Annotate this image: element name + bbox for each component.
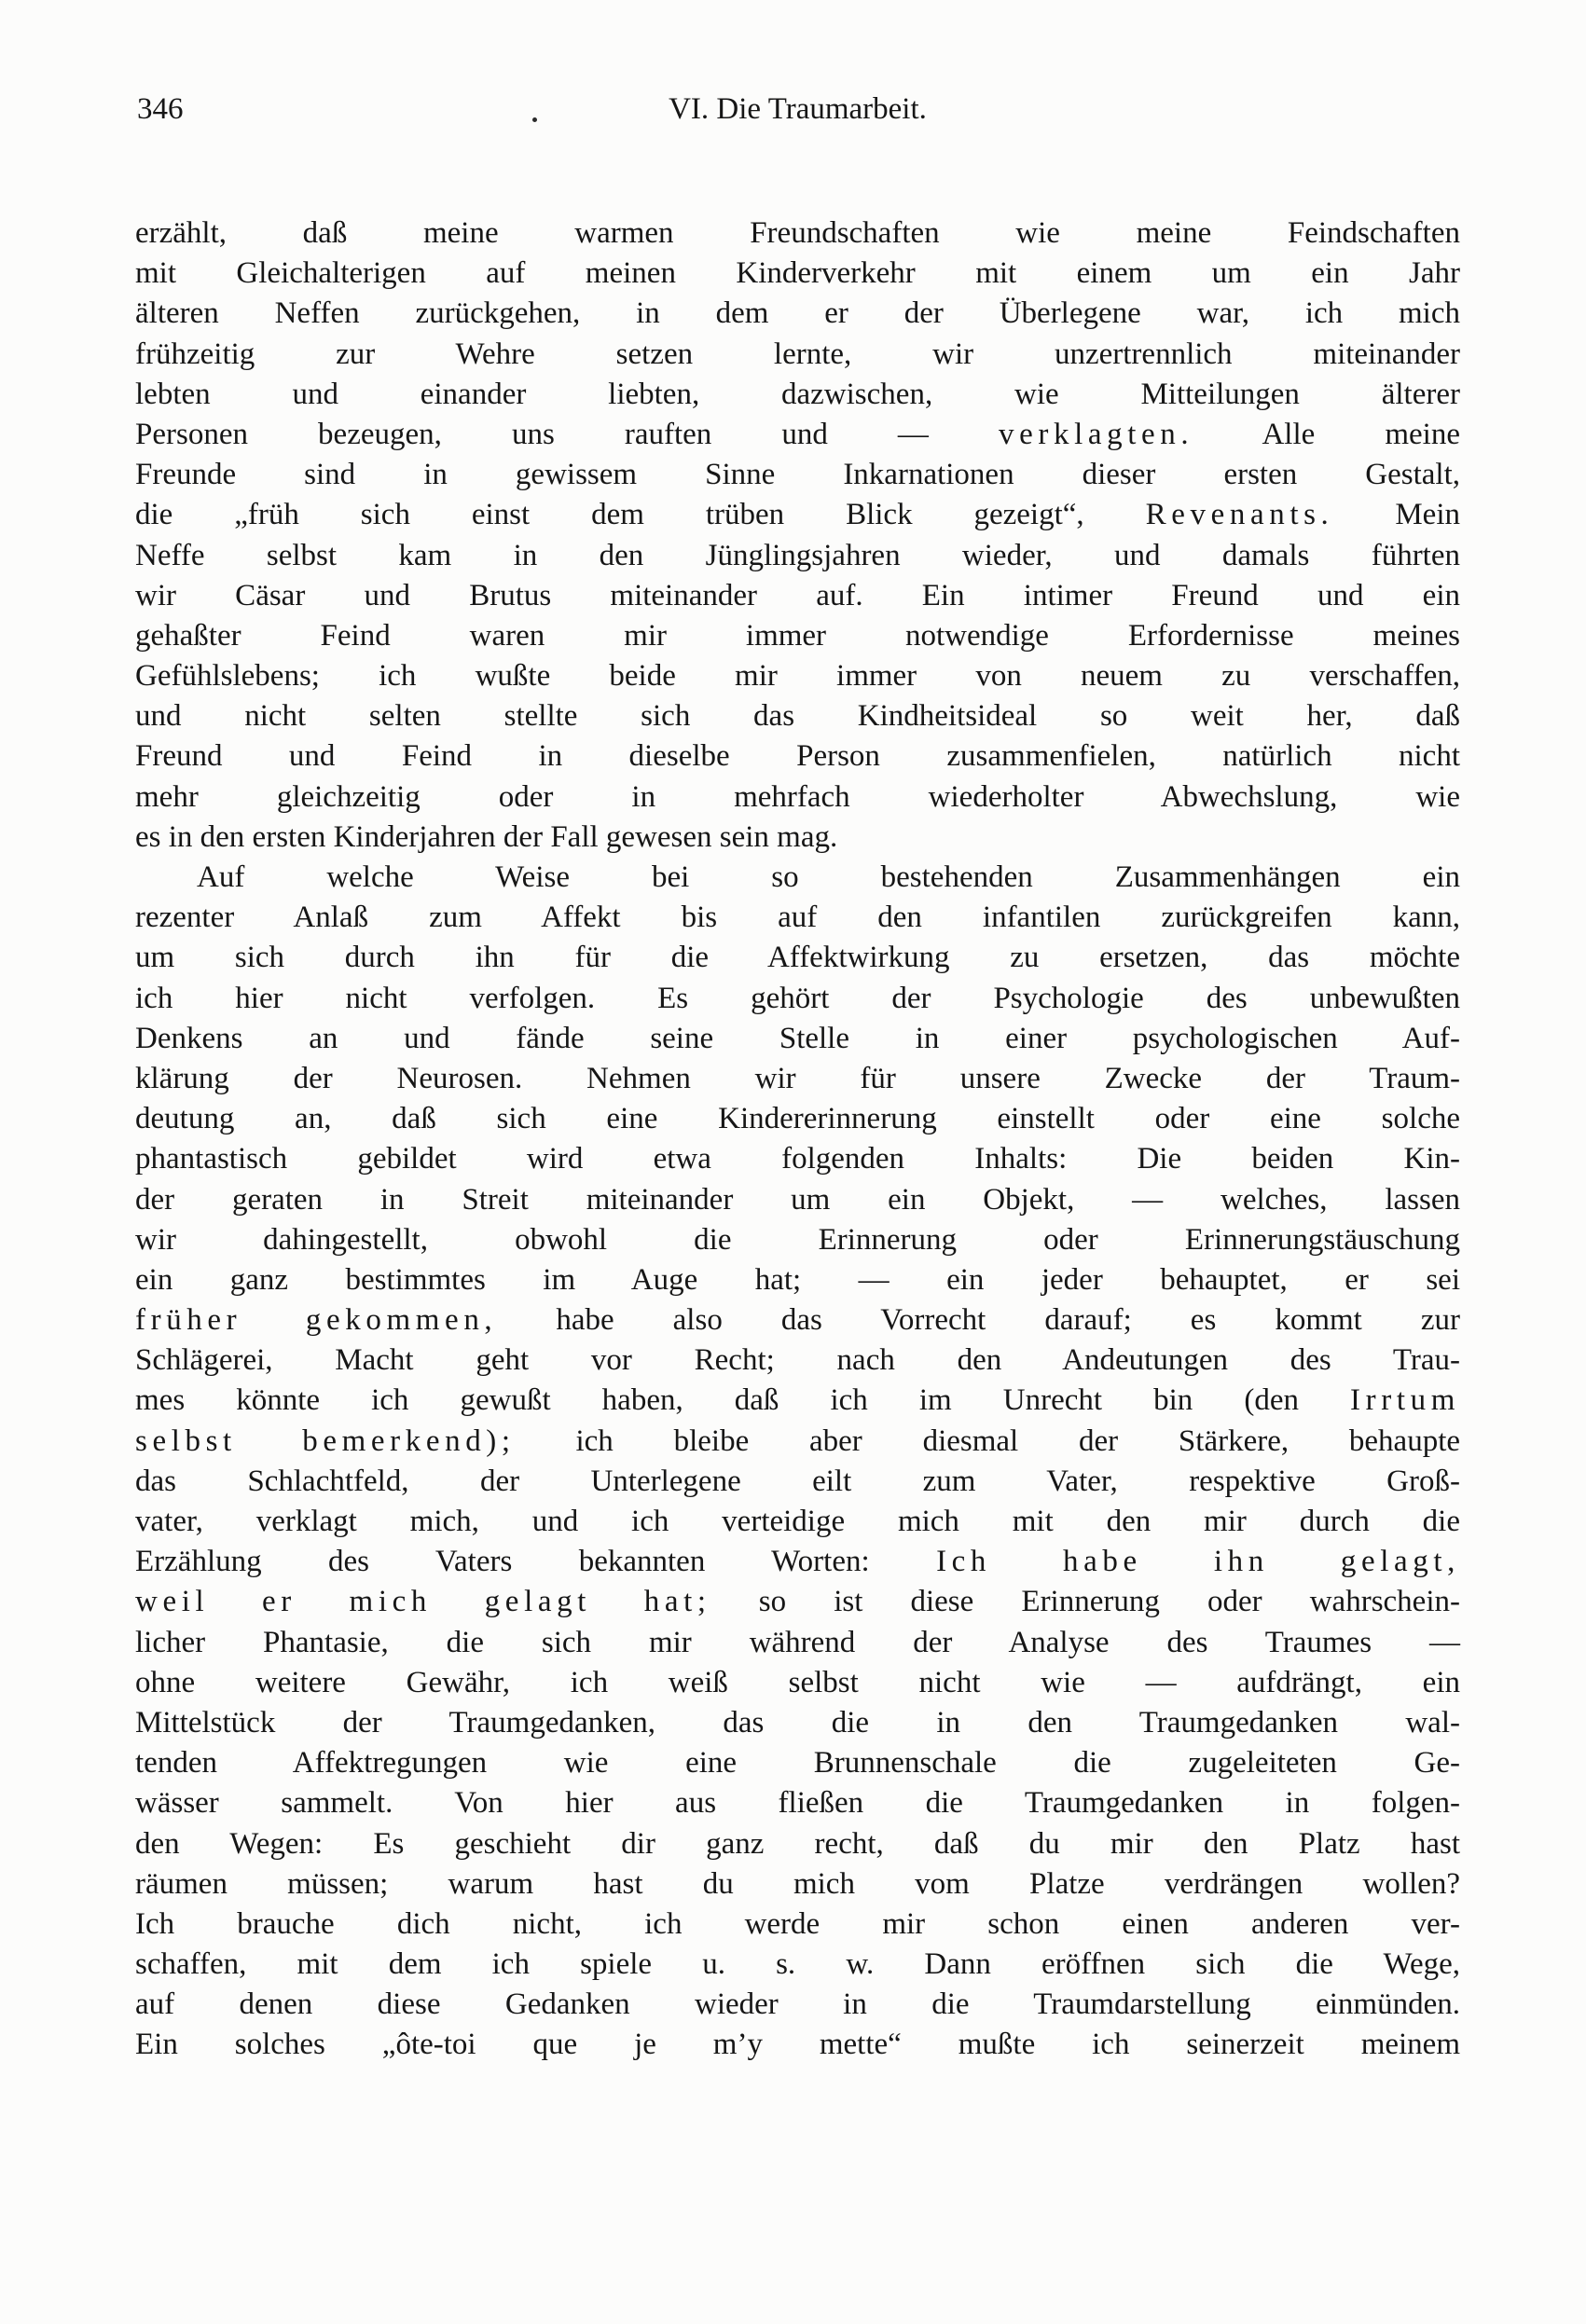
text-run: lebten und einander liebten, dazwischen, wie Mitteilungen älterer bbox=[135, 377, 1460, 411]
text-line bbox=[135, 2025, 1460, 2065]
text-run: der geraten in Streit miteinander um ein Objekt, — welches, lassen bbox=[135, 1182, 1460, 1217]
text-run: Gefühlslebens; ich wußte beide mir immer von neuem zu verschaffen, bbox=[135, 659, 1460, 694]
text-run: das Schlachtfeld, der Unterlegene eilt zum Vater, respektive Groß- bbox=[135, 1464, 1460, 1498]
text-line bbox=[135, 1180, 1460, 1220]
text-line bbox=[135, 536, 1460, 576]
text-run: vater, verklagt mich, und ich verteidige mich mit den mir durch die bbox=[135, 1505, 1460, 1538]
letterspaced-text: früher gekommen, bbox=[135, 1303, 498, 1338]
text-line bbox=[135, 1260, 1460, 1300]
text-line bbox=[135, 1099, 1460, 1139]
text-line bbox=[135, 1623, 1460, 1663]
text-run: Schlägerei, Macht geht vor Recht; nach den Andeutungen des Trau- bbox=[135, 1343, 1460, 1378]
text-line bbox=[135, 415, 1460, 455]
text-run: und nicht selten stellte sich das Kindheitsideal so weit her, daß bbox=[135, 699, 1460, 734]
letterspaced-text: Ich habe ihn gelagt, bbox=[936, 1545, 1460, 1579]
text-line bbox=[135, 1341, 1460, 1381]
text-line bbox=[135, 1220, 1460, 1260]
text-line bbox=[135, 1300, 1460, 1341]
text-run: Personen bezeugen, uns rauften und — bbox=[135, 417, 999, 451]
text-run: Mittelstück der Traumgedanken, das die in den Traumgedanken wal- bbox=[135, 1705, 1460, 1740]
page-number: 346 bbox=[137, 92, 184, 126]
text-line bbox=[135, 858, 1460, 898]
running-head: VI. Die Traumarbeit. bbox=[669, 92, 927, 126]
text-line bbox=[135, 656, 1460, 696]
text-run: phantastisch gebildet wird etwa folgenden Inhalts: Die beiden Kin- bbox=[135, 1142, 1460, 1176]
letterspaced-text: selbst bemerkend); bbox=[135, 1423, 516, 1458]
text-run: frühzeitig zur Wehre setzen lernte, wir unzertrennlich miteinander bbox=[135, 337, 1460, 371]
text-line bbox=[135, 1019, 1460, 1059]
text-line bbox=[135, 1864, 1460, 1905]
text-run: gehaßter Feind waren mir immer notwendige Erfordernisse meines bbox=[135, 618, 1460, 653]
text-line bbox=[135, 1743, 1460, 1783]
text-line bbox=[135, 1059, 1460, 1099]
letterspaced-text: weil er mich gelagt hat; bbox=[135, 1585, 711, 1619]
text-line bbox=[135, 1582, 1460, 1622]
text-line bbox=[135, 979, 1460, 1019]
text-line bbox=[135, 1703, 1460, 1743]
text-run: älteren Neffen zurückgehen, in dem er der Überlegene war, ich mich bbox=[135, 296, 1460, 331]
text-run: die „früh sich einst dem trüben Blick gezeigt“, bbox=[135, 498, 1146, 532]
text-run: Alle meine bbox=[1193, 417, 1460, 451]
text-line bbox=[135, 455, 1460, 495]
text-line bbox=[135, 696, 1460, 736]
text-line bbox=[135, 1422, 1460, 1462]
text-run: um sich durch ihn für die Affektwirkung zu ersetzen, das möchte bbox=[135, 941, 1460, 975]
text-line bbox=[135, 1945, 1460, 1985]
text-run: räumen müssen; warum hast du mich vom Platze verdrängen wollen? bbox=[135, 1866, 1460, 1901]
text-run: so ist diese Erinnerung oder wahrschein- bbox=[710, 1585, 1460, 1619]
text-run: wir dahingestellt, obwohl die Erinnerung oder Erinnerungstäuschung bbox=[135, 1222, 1460, 1257]
text-run: den Wegen: Es geschieht dir ganz recht, daß du mir den Platz hast bbox=[135, 1826, 1460, 1861]
text-line bbox=[135, 1905, 1460, 1945]
text-run: tenden Affektregungen wie eine Brunnenschale die zugeleiteten Ge- bbox=[135, 1746, 1460, 1781]
text-run: klärung der Neurosen. Nehmen wir für unsere Zwecke der Traum- bbox=[135, 1061, 1460, 1095]
text-run: ich bleibe aber diesmal der Stärkere, behaupte bbox=[515, 1423, 1461, 1458]
text-run: es in den ersten Kinderjahren der Fall gewesen sein mag. bbox=[135, 819, 838, 854]
text-line bbox=[135, 1783, 1460, 1823]
text-run: mehr gleichzeitig oder in mehrfach wiederholter Abwechslung, wie bbox=[135, 779, 1460, 814]
text-run: erzählt, daß meine warmen Freundschaften wie meine Feindschaften bbox=[135, 216, 1460, 250]
text-line bbox=[135, 1462, 1460, 1502]
letterspaced-text: verklagten. bbox=[999, 417, 1194, 451]
body-text bbox=[135, 213, 1460, 2066]
text-line bbox=[135, 1663, 1460, 1703]
text-run: Freund und Feind in dieselbe Person zusammenfielen, natürlich nicht bbox=[135, 739, 1460, 774]
text-line bbox=[135, 254, 1460, 294]
text-line bbox=[135, 1502, 1460, 1542]
letterspaced-text: Revenants. bbox=[1145, 498, 1334, 532]
text-line bbox=[135, 1542, 1460, 1582]
text-run: Neffe selbst kam in den Jünglingsjahren wieder, und damals führten bbox=[135, 538, 1460, 572]
text-line bbox=[135, 495, 1460, 535]
text-run: mit Gleichalterigen auf meinen Kinderverkehr mit einem um ein Jahr bbox=[135, 256, 1460, 291]
text-line bbox=[135, 1381, 1460, 1421]
text-run: ein ganz bestimmtes im Auge hat; — ein jeder behauptet, er sei bbox=[135, 1262, 1460, 1297]
text-line bbox=[135, 777, 1460, 818]
text-run: Erzählung des Vaters bekannten Worten: bbox=[135, 1545, 937, 1579]
letterspaced-text: Irrtum bbox=[1350, 1383, 1460, 1418]
text-line bbox=[135, 1824, 1460, 1864]
text-run: licher Phantasie, die sich mir während der Analyse des Traumes — bbox=[135, 1625, 1460, 1659]
text-run: Mein bbox=[1333, 498, 1460, 532]
text-line bbox=[135, 898, 1460, 938]
text-run: Freunde sind in gewissem Sinne Inkarnationen dieser ersten Gestalt, bbox=[135, 458, 1460, 492]
text-run: mes könnte ich gewußt haben, daß ich im Unrecht bin (den bbox=[135, 1383, 1351, 1418]
text-run: wässer sammelt. Von hier aus fließen die Traumgedanken in folgen- bbox=[135, 1786, 1460, 1821]
text-run: deutung an, daß sich eine Kindererinnerung einstellt oder eine solche bbox=[135, 1102, 1460, 1136]
text-line bbox=[135, 375, 1460, 415]
text-run: ohne weitere Gewähr, ich weiß selbst nicht wie — aufdrängt, ein bbox=[135, 1665, 1460, 1699]
text-run: Denkens an und fände seine Stelle in einer psychologischen Auf- bbox=[135, 1021, 1460, 1055]
text-run: habe also das Vorrecht darauf; es kommt zur bbox=[497, 1303, 1460, 1338]
text-run: schaffen, mit dem ich spiele u. s. w. Dann eröffnen sich die Wege, bbox=[135, 1947, 1460, 1982]
text-line bbox=[135, 1985, 1460, 2025]
text-line bbox=[135, 616, 1460, 656]
text-line bbox=[135, 335, 1460, 375]
page-header bbox=[135, 92, 1460, 131]
text-line bbox=[135, 1139, 1460, 1179]
text-run: wir Cäsar und Brutus miteinander auf. Ein intimer Freund und ein bbox=[135, 578, 1460, 612]
text-run: ich hier nicht verfolgen. Es gehört der Psychologie des unbewußten bbox=[135, 981, 1460, 1015]
text-run: auf denen diese Gedanken wieder in die Traumdarstellung einmünden. bbox=[135, 1987, 1460, 2022]
text-line bbox=[135, 213, 1460, 254]
text-run: rezenter Anlaß zum Affekt bis auf den infantilen zurückgreifen kann, bbox=[135, 901, 1460, 935]
text-line bbox=[135, 818, 1460, 858]
text-run: Auf welche Weise bei so bestehenden Zusammenhängen ein bbox=[197, 860, 1460, 894]
text-line bbox=[135, 294, 1460, 334]
text-line bbox=[135, 736, 1460, 777]
text-run: Ich brauche dich nicht, ich werde mir schon einen anderen ver- bbox=[135, 1906, 1460, 1941]
text-line bbox=[135, 938, 1460, 978]
text-line bbox=[135, 576, 1460, 616]
text-run: Ein solches „ôte-toi que je m’y mette“ mußte ich seinerzeit meinem bbox=[135, 2028, 1460, 2062]
